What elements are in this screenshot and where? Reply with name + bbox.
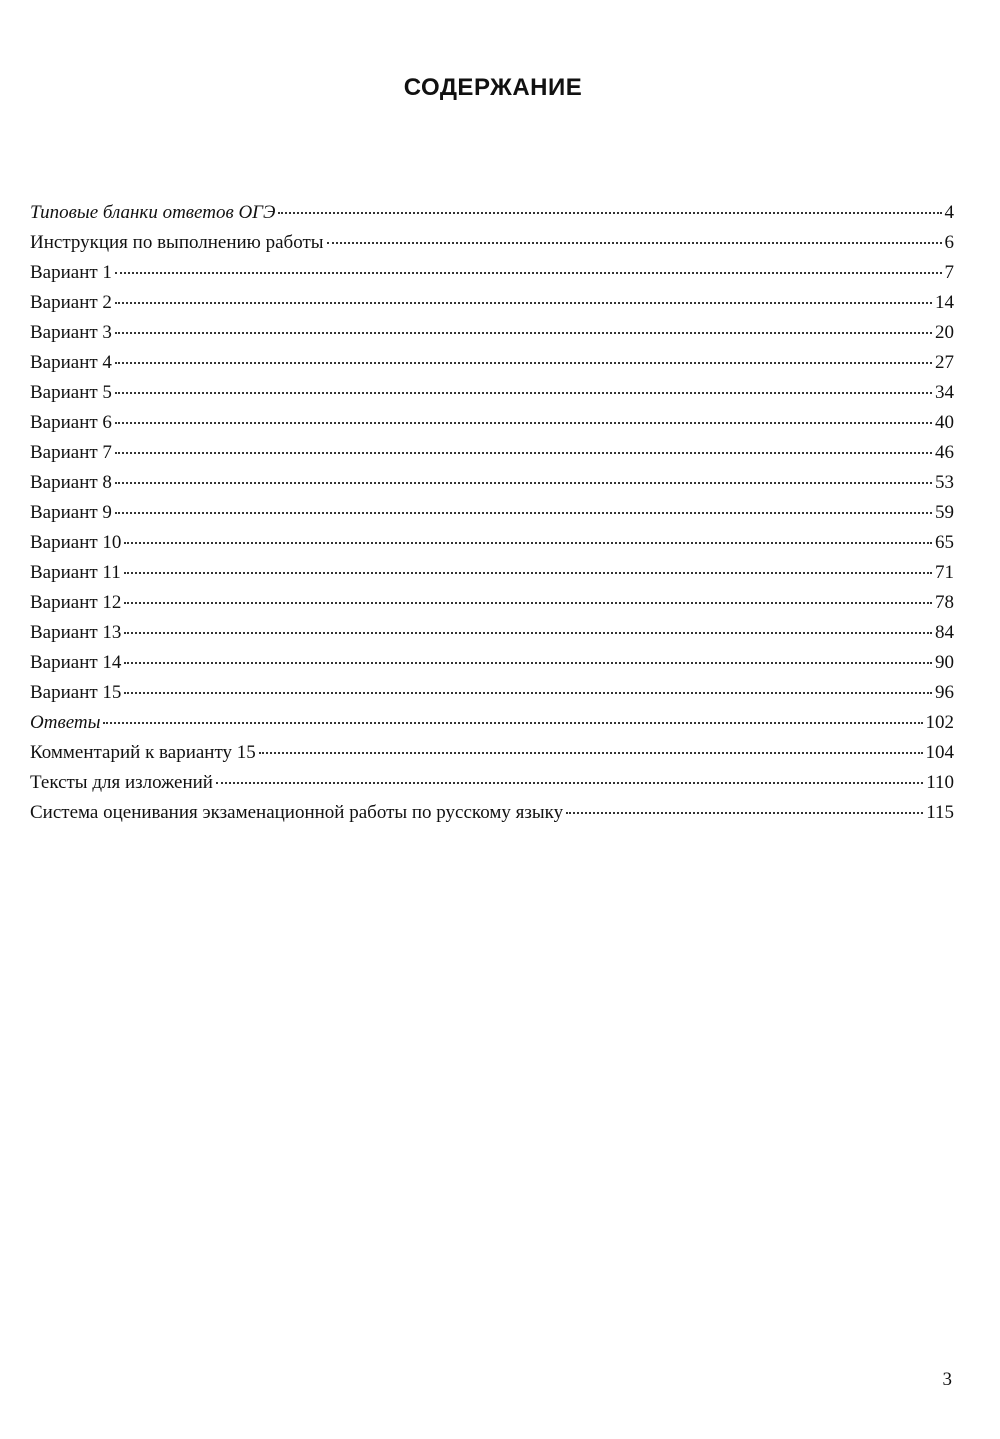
toc-entry xyxy=(30,408,954,438)
dot-leader xyxy=(566,812,923,814)
toc-entry-page: 53 xyxy=(935,472,954,493)
toc-entry xyxy=(30,768,954,798)
toc-entry-label: Вариант 11 xyxy=(30,562,121,583)
toc-entry-label: Вариант 7 xyxy=(30,442,112,463)
page-number: 3 xyxy=(942,1369,952,1390)
dot-leader xyxy=(124,542,932,544)
toc-entry-page: 4 xyxy=(944,202,954,223)
toc-entry xyxy=(30,618,954,648)
toc-entry-page: 7 xyxy=(944,262,954,283)
toc-entry xyxy=(30,318,954,348)
toc-entry-label: Вариант 1 xyxy=(30,262,112,283)
toc-entry xyxy=(30,708,954,738)
dot-leader xyxy=(124,662,932,664)
toc-entry xyxy=(30,198,954,228)
toc-entry-label: Вариант 12 xyxy=(30,592,122,613)
toc-entry-page: 59 xyxy=(935,502,954,523)
toc-entry-page: 46 xyxy=(935,442,954,463)
dot-leader xyxy=(115,482,932,484)
toc-entry-label: Вариант 14 xyxy=(30,652,122,673)
toc-entry-page: 110 xyxy=(926,772,954,793)
toc-entry-label: Вариант 8 xyxy=(30,472,112,493)
toc-entry-label: Инструкция по выполнению работы xyxy=(30,232,324,253)
toc-entry-label: Вариант 15 xyxy=(30,682,122,703)
dot-leader xyxy=(124,602,932,604)
dot-leader xyxy=(115,392,932,394)
toc-entry xyxy=(30,648,954,678)
toc-entry-label: Вариант 5 xyxy=(30,382,112,403)
toc-entry xyxy=(30,438,954,468)
toc-entry xyxy=(30,588,954,618)
dot-leader xyxy=(115,272,942,274)
toc-entry-label: Типовые бланки ответов ОГЭ xyxy=(30,202,276,223)
toc-entry-page: 14 xyxy=(935,292,954,313)
toc-entry-label: Тексты для изложений xyxy=(30,772,213,793)
dot-leader xyxy=(115,512,932,514)
toc-entry-page: 78 xyxy=(935,592,954,613)
toc-entry xyxy=(30,528,954,558)
toc-entry-page: 34 xyxy=(935,382,954,403)
toc-entry-page: 40 xyxy=(935,412,954,433)
toc-entry-page: 104 xyxy=(925,742,954,763)
dot-leader xyxy=(115,422,932,424)
toc-entry-page: 102 xyxy=(925,712,954,733)
toc-entry xyxy=(30,378,954,408)
dot-leader xyxy=(115,302,932,304)
toc-entry xyxy=(30,498,954,528)
dot-leader xyxy=(115,452,932,454)
toc-entry-label: Вариант 10 xyxy=(30,532,122,553)
toc-entry xyxy=(30,228,954,258)
dot-leader xyxy=(216,782,923,784)
toc-entry-page: 65 xyxy=(935,532,954,553)
toc-entry-label: Вариант 13 xyxy=(30,622,122,643)
toc-entry-page: 90 xyxy=(935,652,954,673)
table-of-contents xyxy=(30,198,954,828)
dot-leader xyxy=(124,692,932,694)
dot-leader xyxy=(115,362,932,364)
toc-entry xyxy=(30,468,954,498)
toc-entry-label: Ответы xyxy=(30,712,101,733)
toc-entry-label: Вариант 4 xyxy=(30,352,112,373)
toc-entry-page: 115 xyxy=(926,802,954,823)
page-title: СОДЕРЖАНИЕ xyxy=(403,74,583,102)
toc-entry-page: 84 xyxy=(935,622,954,643)
toc-entry-page: 71 xyxy=(935,562,954,583)
toc-entry xyxy=(30,348,954,378)
toc-entry xyxy=(30,798,954,828)
toc-entry-page: 27 xyxy=(935,352,954,373)
toc-entry xyxy=(30,558,954,588)
toc-entry-label: Вариант 6 xyxy=(30,412,112,433)
toc-entry-page: 96 xyxy=(935,682,954,703)
toc-entry-label: Вариант 3 xyxy=(30,322,112,343)
toc-entry-page: 6 xyxy=(944,232,954,253)
dot-leader xyxy=(259,752,923,754)
dot-leader xyxy=(103,722,922,724)
toc-entry-label: Система оценивания экзаменационной работы по русскому языку xyxy=(30,802,564,823)
toc-entry xyxy=(30,288,954,318)
dot-leader xyxy=(327,242,942,244)
dot-leader xyxy=(124,572,932,574)
dot-leader xyxy=(115,332,932,334)
dot-leader xyxy=(124,632,932,634)
toc-entry xyxy=(30,258,954,288)
toc-entry xyxy=(30,678,954,708)
dot-leader xyxy=(278,212,941,214)
toc-entry-label: Вариант 9 xyxy=(30,502,112,523)
toc-entry-page: 20 xyxy=(935,322,954,343)
toc-entry-label: Комментарий к варианту 15 xyxy=(30,742,256,763)
toc-entry-label: Вариант 2 xyxy=(30,292,112,313)
toc-entry xyxy=(30,738,954,768)
